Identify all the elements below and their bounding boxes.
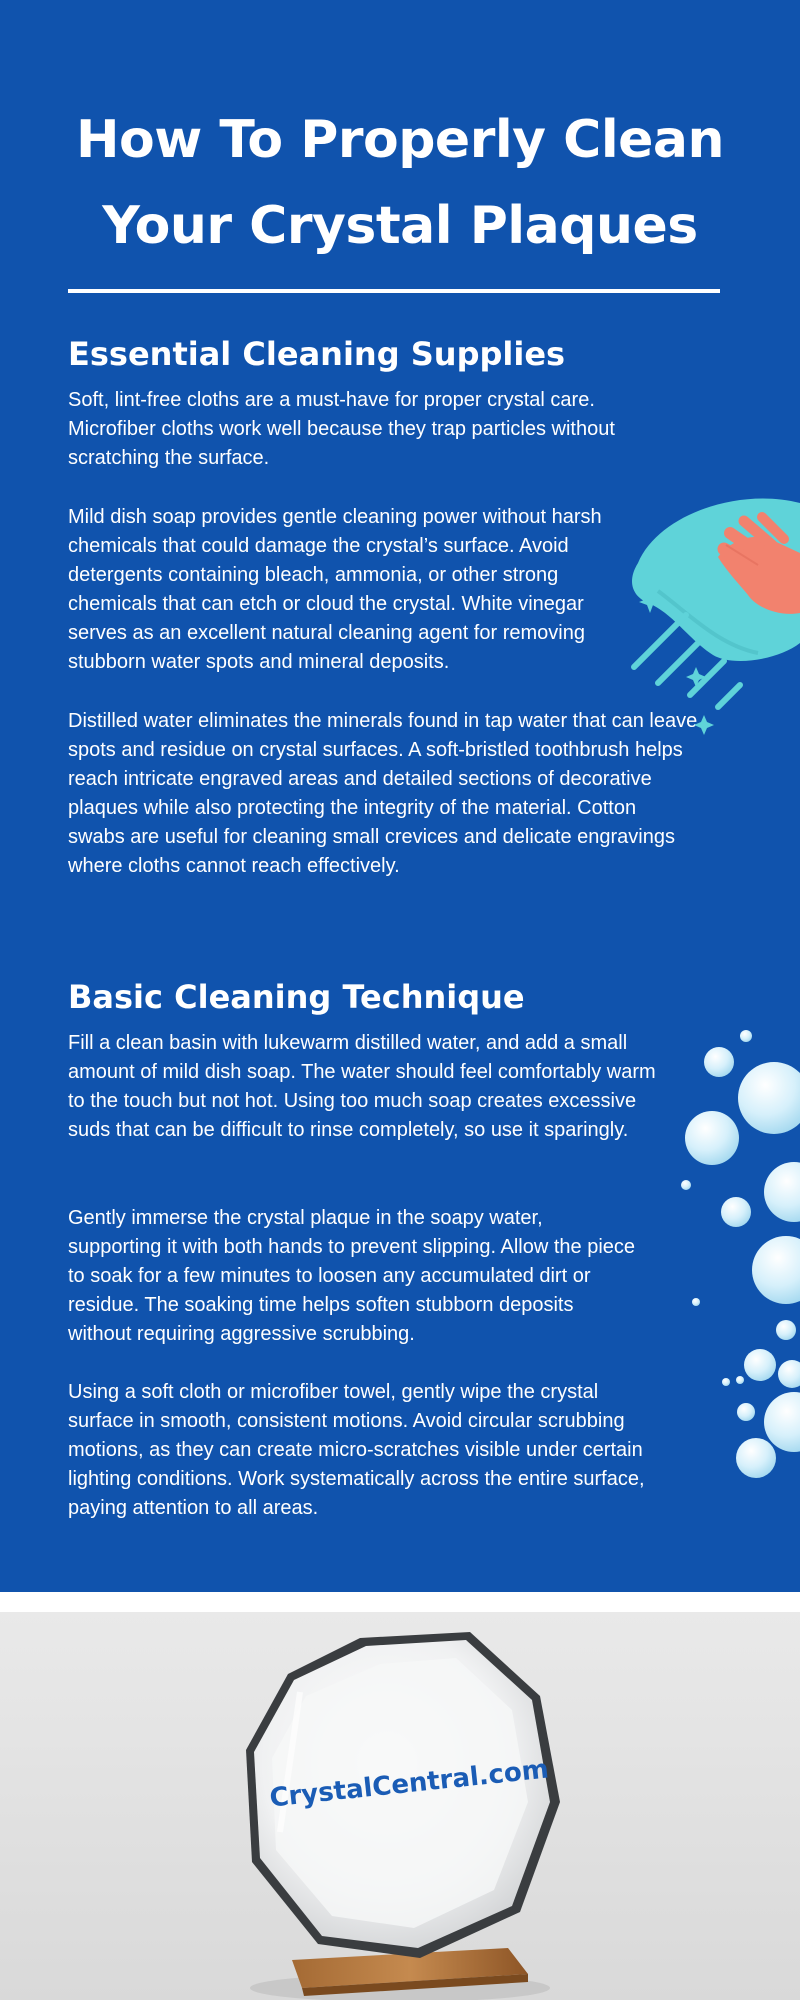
technique-paragraph-2: Gently immerse the crystal plaque in the soapy water, supporting it with both hands to prevent slipping. Allow the piece to soak for a few minutes to loosen any accumulated dirt or residue. The soaking time helps soften stubborn deposits without requiring aggressive scrubbing.	[68, 1207, 636, 1345]
section-heading-technique: Basic Cleaning Technique	[68, 978, 525, 1016]
technique-paragraph-1: Fill a clean basin with lukewarm distilled water, and add a small amount of mild dish soap. The water should feel comfortably warm to the touch but not hot. Using too much soap creates excessive suds that can be difficult to rinse completely, so use it sparingly.	[68, 1032, 656, 1141]
technique-paragraph-3: Using a soft cloth or microfiber towel, gently wipe the crystal surface in smooth, consistent motions. Avoid circular scrubbing motions, as they can create micro-scratches visible under certain lighting conditions. Work systematically across the entire surface, paying attention to all areas.	[68, 1381, 645, 1519]
section-heading-supplies: Essential Cleaning Supplies	[68, 335, 566, 373]
page-title: How To Properly Clean Your Crystal Plaques	[75, 109, 725, 256]
plaque-logo: CrystalCentral.com	[268, 1754, 551, 1814]
supplies-paragraph-1: Soft, lint-free cloths are a must-have for proper crystal care. Microfiber cloths work well because they trap particles without scratching the surface.	[68, 389, 615, 469]
soap-bubbles-icon	[676, 1020, 800, 1490]
supplies-paragraph-2: Mild dish soap provides gentle cleaning power without harsh chemicals that could damage the crystal’s surface. Avoid detergents containing bleach, ammonia, or other strong chemicals that can etch or cloud the crystal. White vinegar serves as an excellent natural cleaning agent for removing stubborn water spots and mineral deposits.	[68, 506, 602, 673]
cleaning-cloth-icon	[628, 495, 800, 745]
supplies-paragraph-3: Distilled water eliminates the minerals found in tap water that can leave spots and residue on crystal surfaces. A soft-bristled toothbrush helps reach intricate engraved areas and detailed sections of decorative plaques while also protecting the integrity of the material. Cotton swabs are useful for cleaning small crevices and delicate engravings where cloths cannot reach effectively.	[68, 710, 698, 877]
title-divider	[68, 289, 720, 293]
crystal-plaque-photo	[0, 1612, 800, 2000]
